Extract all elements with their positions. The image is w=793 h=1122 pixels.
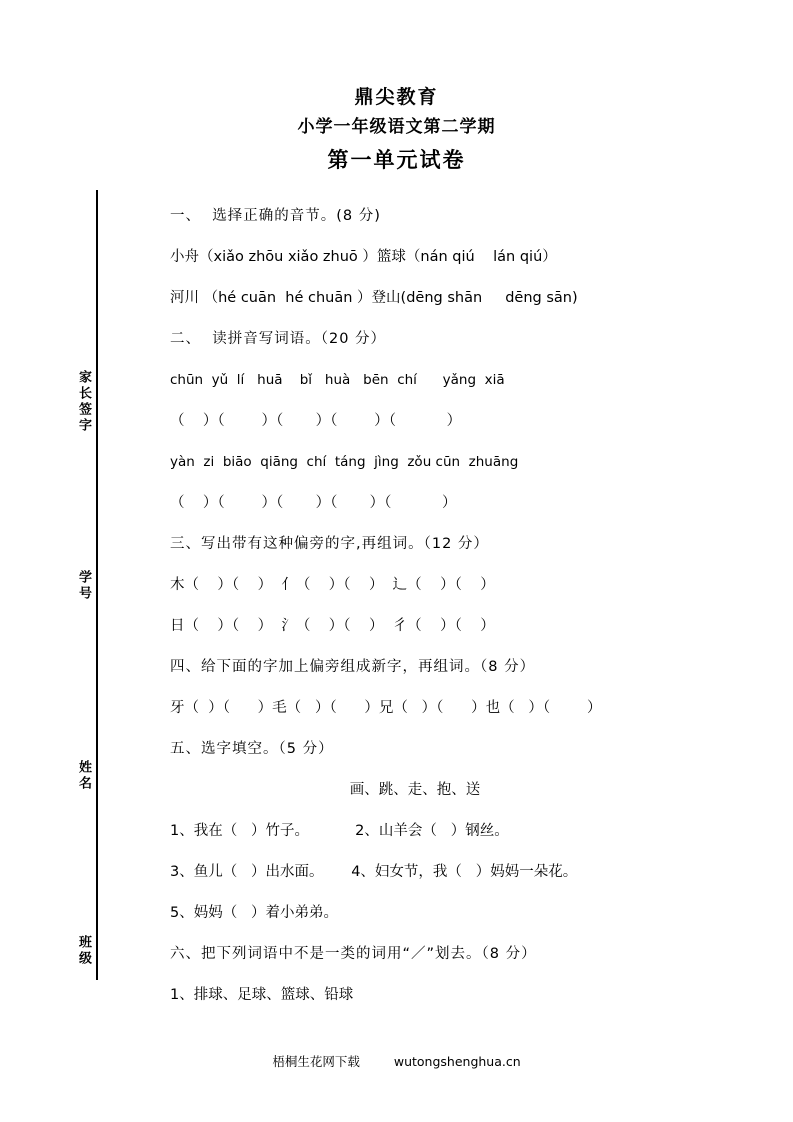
label-class: 班级	[76, 935, 91, 967]
section-2-pinyin-1: chūn yǔ lí huā bǐ huà bēn chí yǎng xiā	[170, 372, 505, 388]
exam-body	[170, 196, 690, 1016]
label-student-name: 姓名	[76, 760, 91, 792]
section-4-line-1: 牙（ ）（ ）毛（ ）（ ）兄（ ）（ ）也（ ）（ ）	[170, 700, 602, 716]
grade-term-title: 小学一年级语文第二学期	[297, 117, 496, 137]
section-1-line-1: 小舟（xiǎo zhōu xiǎo zhuō ）篮球（nán qiú lán qiú）	[170, 249, 557, 265]
section-3-line-1: 木（ ）（ ） 亻（ ）（ ） 辶（ ）（ ）	[170, 577, 495, 593]
vertical-divider-line	[96, 190, 98, 980]
section-6-heading: 六、把下列词语中不是一类的词用“／”划去。（8 分）	[170, 946, 537, 962]
section-6-line-1: 1、排球、足球、篮球、铅球	[170, 987, 354, 1003]
label-student-id: 学号	[76, 570, 91, 602]
paper-header	[0, 84, 793, 176]
section-1-line-2: 河川 （hé cuān hé chuān ）登山(dēng shān dēng sān)	[170, 290, 578, 306]
section-5-line-1: 1、我在（ ）竹子。 2、山羊会（ ）钢丝。	[170, 823, 509, 839]
section-5-word-bank: 画、跳、走、抱、送	[349, 782, 481, 798]
section-5-line-2: 3、鱼儿（ ）出水面。 4、妇女节，我（ ）妈妈一朵花。	[170, 864, 578, 880]
section-1-heading: 一、 选择正确的音节。(8 分)	[170, 208, 381, 224]
label-parent-signature: 家长签字	[76, 370, 91, 434]
footer-site-name: 梧桐生花网下载	[272, 1054, 360, 1069]
student-info-strip	[70, 190, 104, 980]
section-2-heading: 二、 读拼音写词语。（20 分）	[170, 331, 387, 347]
section-2-answer-1: （ ）（ ）（ ）（ ）（ ）	[170, 413, 462, 429]
section-5-heading: 五、选字填空。（5 分）	[170, 741, 334, 757]
section-5-line-3: 5、妈妈（ ）着小弟弟。	[170, 905, 339, 921]
page-title: 第一单元试卷	[327, 148, 466, 172]
section-3-heading: 三、写出带有这种偏旁的字,再组词。（12 分）	[170, 536, 489, 552]
section-3-line-2: 日（ ）（ ） 氵（ ）（ ） 彳（ ）（ ）	[170, 618, 495, 634]
footer-site-url: wutongshenghua.cn	[393, 1054, 521, 1069]
section-2-answer-2: （ ）（ ）（ ）（ ）（ ）	[170, 495, 457, 511]
section-2-pinyin-2: yàn zi biāo qiāng chí táng jìng zǒu cūn zhuāng	[170, 454, 519, 470]
section-4-heading: 四、给下面的字加上偏旁组成新字，再组词。（8 分）	[170, 659, 536, 675]
footer-watermark	[0, 1052, 793, 1070]
school-title: 鼎尖教育	[354, 86, 439, 108]
